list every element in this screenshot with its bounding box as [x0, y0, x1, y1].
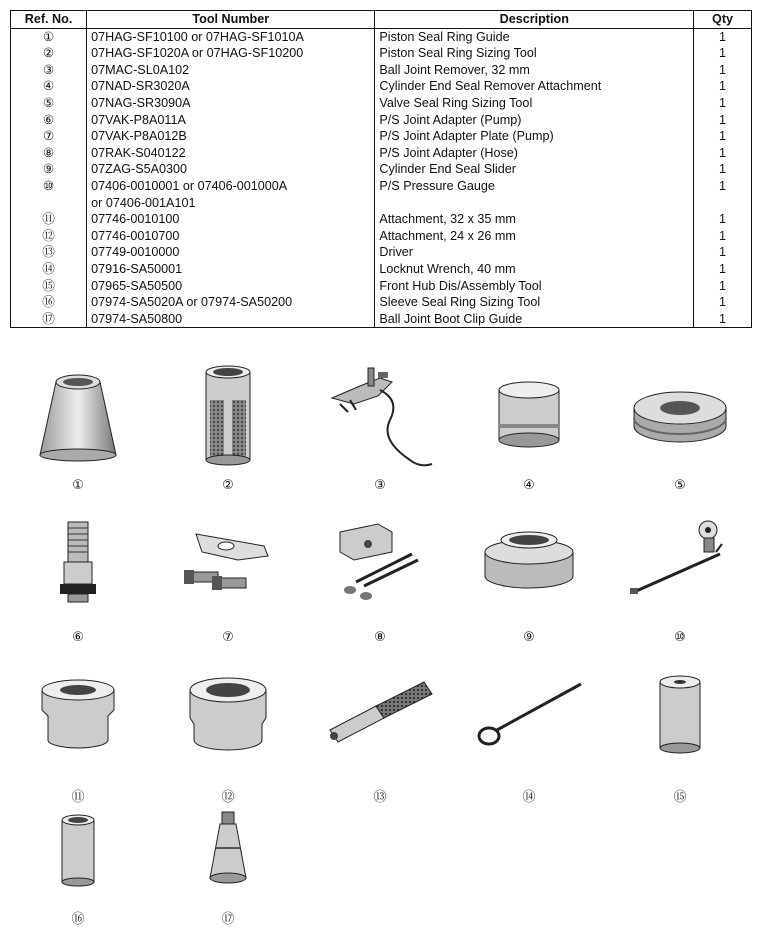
tool-number-cell: 07RAK-S040122 — [87, 145, 375, 162]
tool-number-cell: 07ZAG-S5A0300 — [87, 161, 375, 178]
illustration-6 — [18, 512, 138, 647]
ref-no-cell: ⑩ — [11, 178, 87, 195]
qty-cell: 1 — [694, 278, 752, 295]
illustration-number: ⑫ — [221, 790, 235, 805]
description-cell: P/S Pressure Gauge — [375, 178, 694, 195]
illustration-7 — [168, 512, 288, 647]
tool-number-cell: 07749-0010000 — [87, 244, 375, 261]
description-cell: Ball Joint Boot Clip Guide — [375, 311, 694, 328]
threaded-adapter-icon — [18, 512, 138, 627]
ref-no-cell: ⑧ — [11, 145, 87, 162]
special-tools-table — [10, 10, 752, 328]
ref-no-cell: ⑬ — [11, 244, 87, 261]
qty-cell: 1 — [694, 145, 752, 162]
table-row — [11, 244, 752, 261]
illustration-number: ① — [72, 478, 84, 493]
description-cell: Cylinder End Seal Remover Attachment — [375, 78, 694, 95]
description-cell: Locknut Wrench, 40 mm — [375, 261, 694, 278]
tool-number-cell: 07NAD-SR3020A — [87, 78, 375, 95]
table-row — [11, 278, 752, 295]
tool-number-cell: 07406-0010001 or 07406-001000A — [87, 178, 375, 195]
description-cell: Piston Seal Ring Sizing Tool — [375, 45, 694, 62]
ref-no-cell: ① — [11, 28, 87, 45]
qty-cell: 1 — [694, 28, 752, 45]
tool-number-cell: 07974-SA5020A or 07974-SA50200 — [87, 294, 375, 311]
knurled-sleeve-icon — [168, 360, 288, 475]
illustration-14 — [469, 668, 589, 803]
table-row — [11, 145, 752, 162]
table-row — [11, 228, 752, 245]
illustration-1 — [18, 360, 138, 495]
table-row — [11, 211, 752, 228]
table-row — [11, 161, 752, 178]
description-cell: Piston Seal Ring Guide — [375, 28, 694, 45]
driver-handle-icon — [320, 668, 440, 783]
qty-cell: 1 — [694, 95, 752, 112]
illustration-4 — [469, 360, 589, 495]
table-row — [11, 261, 752, 278]
ref-no-cell: ⑨ — [11, 161, 87, 178]
qty-cell: 1 — [694, 62, 752, 79]
qty-cell: 1 — [694, 261, 752, 278]
qty-cell: 1 — [694, 228, 752, 245]
tool-number-cell: 07HAG-SF10100 or 07HAG-SF1010A — [87, 28, 375, 45]
description-cell: P/S Joint Adapter (Hose) — [375, 145, 694, 162]
illustration-number: ⑯ — [71, 912, 85, 927]
block-with-bolts-icon — [320, 512, 440, 627]
illustration-number: ⑧ — [374, 630, 386, 645]
illustration-number: ④ — [523, 478, 535, 493]
qty-cell: 1 — [694, 128, 752, 145]
illustration-number: ⑬ — [373, 790, 387, 805]
cylinder-tool-icon — [620, 668, 740, 783]
illustration-number: ⑰ — [221, 912, 235, 927]
ref-no-cell: ⑯ — [11, 294, 87, 311]
ref-no-cell: ⑮ — [11, 278, 87, 295]
qty-cell: 1 — [694, 112, 752, 129]
illustration-number: ⑦ — [222, 630, 234, 645]
illustration-5 — [620, 360, 740, 495]
qty-cell — [694, 195, 752, 212]
ref-no-cell: ⑪ — [11, 211, 87, 228]
qty-cell: 1 — [694, 244, 752, 261]
cone-guide-icon — [18, 360, 138, 475]
description-cell: Sleeve Seal Ring Sizing Tool — [375, 294, 694, 311]
ref-no-cell: ⑭ — [11, 261, 87, 278]
qty-cell: 1 — [694, 211, 752, 228]
illustration-number: ⑭ — [522, 790, 536, 805]
cap-attachment-icon — [469, 360, 589, 475]
illustration-number: ⑩ — [674, 630, 686, 645]
description-cell: Valve Seal Ring Sizing Tool — [375, 95, 694, 112]
description-cell: Ball Joint Remover, 32 mm — [375, 62, 694, 79]
table-row — [11, 294, 752, 311]
tool-number-cell: 07746-0010100 — [87, 211, 375, 228]
tool-number-cell: 07974-SA50800 — [87, 311, 375, 328]
illustration-12 — [168, 668, 288, 803]
illustration-3 — [320, 360, 440, 495]
tool-number-cell: 07746-0010700 — [87, 228, 375, 245]
qty-cell: 1 — [694, 78, 752, 95]
pressure-gauge-icon — [620, 512, 740, 627]
large-bushing-icon — [168, 668, 288, 783]
locknut-wrench-icon — [469, 668, 589, 783]
tool-number-cell: or 07406-001A101 — [87, 195, 375, 212]
tool-number-cell: 07HAG-SF1020A or 07HAG-SF10200 — [87, 45, 375, 62]
qty-cell: 1 — [694, 161, 752, 178]
description-cell: Driver — [375, 244, 694, 261]
table-row — [11, 112, 752, 129]
description-cell — [375, 195, 694, 212]
table-row — [11, 78, 752, 95]
stepped-ring-icon — [469, 512, 589, 627]
ref-no-cell — [11, 195, 87, 212]
illustration-17 — [168, 790, 288, 925]
qty-cell: 1 — [694, 178, 752, 195]
qty-cell: 1 — [694, 45, 752, 62]
description-cell: P/S Joint Adapter Plate (Pump) — [375, 128, 694, 145]
qty-cell: 1 — [694, 311, 752, 328]
description-cell: Attachment, 24 x 26 mm — [375, 228, 694, 245]
table-row — [11, 28, 752, 45]
table-row — [11, 62, 752, 79]
illustration-8 — [320, 512, 440, 647]
description-cell: Front Hub Dis/Assembly Tool — [375, 278, 694, 295]
tool-number-cell: 07VAK-P8A011A — [87, 112, 375, 129]
header-description: Description — [375, 11, 694, 29]
ref-no-cell: ⑥ — [11, 112, 87, 129]
ref-no-cell: ⑰ — [11, 311, 87, 328]
sleeve-icon — [18, 790, 138, 905]
table-row — [11, 45, 752, 62]
ring-disc-icon — [620, 360, 740, 475]
illustration-13 — [320, 668, 440, 803]
description-cell: Cylinder End Seal Slider — [375, 161, 694, 178]
header-qty: Qty — [694, 11, 752, 29]
tool-number-cell: 07916-SA50001 — [87, 261, 375, 278]
illustration-number: ⑪ — [71, 790, 85, 805]
bushing-icon — [18, 668, 138, 783]
table-header-row — [11, 11, 752, 29]
illustration-11 — [18, 668, 138, 803]
ref-no-cell: ④ — [11, 78, 87, 95]
description-cell: Attachment, 32 x 35 mm — [375, 211, 694, 228]
header-tool-number: Tool Number — [87, 11, 375, 29]
header-ref-no: Ref. No. — [11, 11, 87, 29]
illustration-10 — [620, 512, 740, 647]
table-row — [11, 128, 752, 145]
illustration-number: ⑤ — [674, 478, 686, 493]
table-row — [11, 95, 752, 112]
description-cell: P/S Joint Adapter (Pump) — [375, 112, 694, 129]
ref-no-cell: ⑤ — [11, 95, 87, 112]
ref-no-cell: ⑦ — [11, 128, 87, 145]
illustration-15 — [620, 668, 740, 803]
illustration-2 — [168, 360, 288, 495]
illustration-number: ⑮ — [673, 790, 687, 805]
plate-with-bolts-icon — [168, 512, 288, 627]
tool-number-cell: 07MAC-SL0A102 — [87, 62, 375, 79]
tool-number-cell: 07965-SA50500 — [87, 278, 375, 295]
illustration-number: ③ — [374, 478, 386, 493]
illustration-16 — [18, 790, 138, 925]
tool-number-cell: 07NAG-SR3090A — [87, 95, 375, 112]
ref-no-cell: ⑫ — [11, 228, 87, 245]
tool-number-cell: 07VAK-P8A012B — [87, 128, 375, 145]
ref-no-cell: ② — [11, 45, 87, 62]
illustration-number: ⑨ — [523, 630, 535, 645]
illustration-9 — [469, 512, 589, 647]
illustration-number: ⑥ — [72, 630, 84, 645]
table-row — [11, 311, 752, 328]
table-row-continuation — [11, 195, 752, 212]
clip-guide-icon — [168, 790, 288, 905]
ref-no-cell: ③ — [11, 62, 87, 79]
qty-cell: 1 — [694, 294, 752, 311]
ball-joint-remover-icon — [320, 360, 440, 475]
table-row — [11, 178, 752, 195]
illustration-number: ② — [222, 478, 234, 493]
